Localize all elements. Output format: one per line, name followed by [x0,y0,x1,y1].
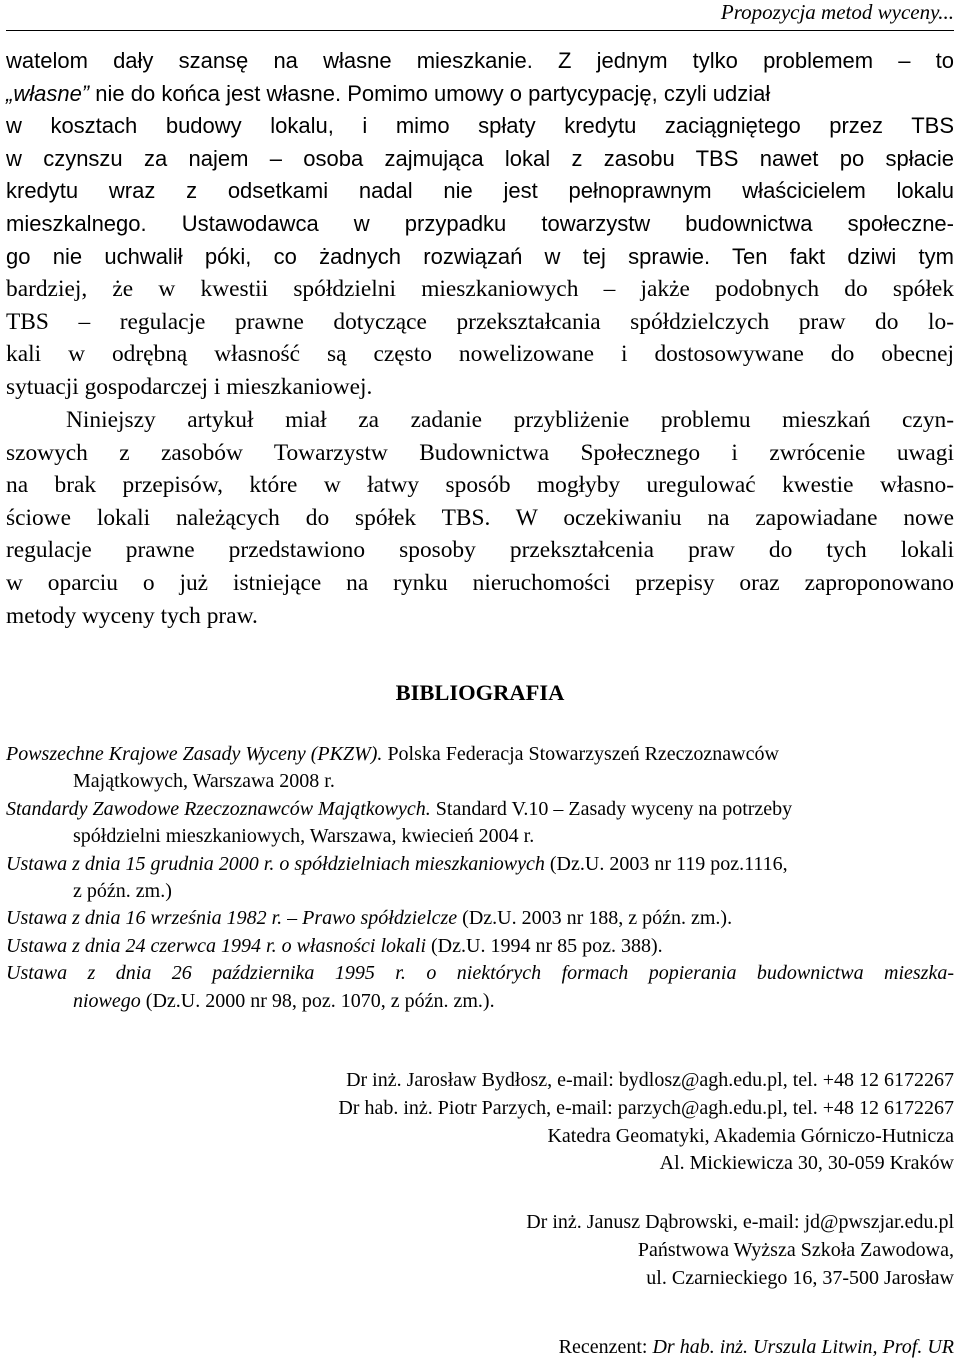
text-line: watelom dały szansę na własne mieszkanie. Z jednym tylko problemem – to [6,48,954,73]
paragraph-2 [6,404,954,632]
text-line: w kosztach budowy lokalu, i mimo spłaty kredytu zaciągniętego przez TBS [6,113,954,139]
author-affiliation-1 [338,1067,954,1178]
bibliography-entry: Ustawa z dnia 15 grudnia 2000 r. o spółdzielniach mieszkaniowych (Dz.U. 2003 nr 119 poz.1116, z późn. zm.) [6,852,788,903]
text-line: TBS – regulacje prawne dotyczące przekształcania spółdzielczych praw do lo- [6,308,954,335]
author-line: Dr inż. Jarosław Bydłosz, e-mail: bydlosz@agh.edu.pl, tel. +48 12 6172267 [346,1069,954,1091]
text-line: kredytu wraz z odsetkami nadal nie jest pełnoprawnym właścicielem lokalu [6,178,954,204]
text-line: sytuacji gospodarczej i mieszkaniowej. [6,373,373,400]
text-line: mieszkalnego. Ustawodawca w przypadku towarzystw budownictwa społeczne- [6,210,954,236]
bibliography-list [6,741,954,1015]
text-line: metody wyceny tych praw. [6,602,258,629]
bibliography-entry: Standardy Zawodowe Rzeczoznawców Majątkowych. Standard V.10 – Zasady wyceny na potrzeby spółdzielni mieszkaniowych, Warszawa, kwiecień 2004 r. [6,797,793,848]
bibliography-entry: Ustawa z dnia 24 czerwca 1994 r. o własności lokali (Dz.U. 1994 nr 85 poz. 388). [6,934,663,957]
bibliography-heading: BIBLIOGRAFIA [395,680,565,705]
text-line: w oparciu o już istniejące na rynku nieruchomości przepisy oraz zaproponowano [6,569,954,596]
author-line: Dr hab. inż. Piotr Parzych, e-mail: parzych@agh.edu.pl, tel. +48 12 6172267 [338,1096,954,1119]
bibliography-entry: Ustawa z dnia 26 października 1995 r. o niektórych formach popierania budownictwa mieszka- niowego (Dz.U. 2000 nr 98, poz. 1070, z późn. zm.). [6,962,954,1012]
text-line: ściowe lokali należących do spółek TBS. W oczekiwaniu na zapowiadane nowe [6,504,954,531]
header-divider [6,30,954,31]
text-line: w czynszu za najem – osoba zajmująca lokal z zasobu TBS nawet po spłacie [6,145,954,171]
affiliation-line: Państwowa Wyższa Szkoła Zawodowa, [637,1238,954,1261]
text-line: Niniejszy artykuł miał za zadanie przybliżenie problemu mieszkań czyn- [66,407,954,433]
affiliation-line: Katedra Geomatyki, Akademia Górniczo-Hutnicza [547,1124,954,1147]
text-line: „własne” nie do końca jest własne. Pomimo umowy o partycypację, czyli udział [6,80,771,106]
address-line: ul. Czarnieckiego 16, 37-500 Jarosław [646,1266,954,1289]
text-line: na brak przepisów, które w łatwy sposób mogłyby uregulować kwestie własno- [6,472,954,499]
running-header: Propozycja metod wyceny... [720,0,954,24]
text-line: bardziej, że w kwestii spółdzielni mieszkaniowych – jakże podobnych do spółek [6,276,954,303]
address-line: Al. Mickiewicza 30, 30-059 Kraków [659,1152,954,1175]
text-line: go nie uchwalił póki, co żadnych rozwiązań w tej sprawie. Ten fakt dziwi tym [6,243,954,269]
quoted-word: „własne” [6,80,90,106]
bibliography-entry: Ustawa z dnia 16 września 1982 r. – Prawo spółdzielcze (Dz.U. 2003 nr 188, z późn. zm.). [6,907,733,930]
bibliography-entry: Powszechne Krajowe Zasady Wyceny (PKZW). Polska Federacja Stowarzyszeń Rzeczoznawców Majątkowych, Warszawa 2008 r. [6,743,779,793]
text-line: kali w odrębną własność są często nowelizowane i dostosowywane do obecnej [6,341,954,368]
text-line: regulacje prawne przedstawiono sposoby przekształcenia praw do tych lokali [6,537,954,564]
author-line: Dr inż. Janusz Dąbrowski, e-mail: jd@pwszjar.edu.pl [526,1211,954,1233]
paragraph-1 [6,45,954,404]
text-line: szowych z zasobów Towarzystw Budownictwa Społecznego i zwrócenie uwagi [6,439,954,466]
reviewer-name: Dr hab. inż. Urszula Litwin, Prof. UR [652,1336,954,1358]
reviewer-line: Recenzent: Dr hab. inż. Urszula Litwin, Prof. UR [558,1336,954,1358]
author-affiliation-2 [526,1209,954,1292]
